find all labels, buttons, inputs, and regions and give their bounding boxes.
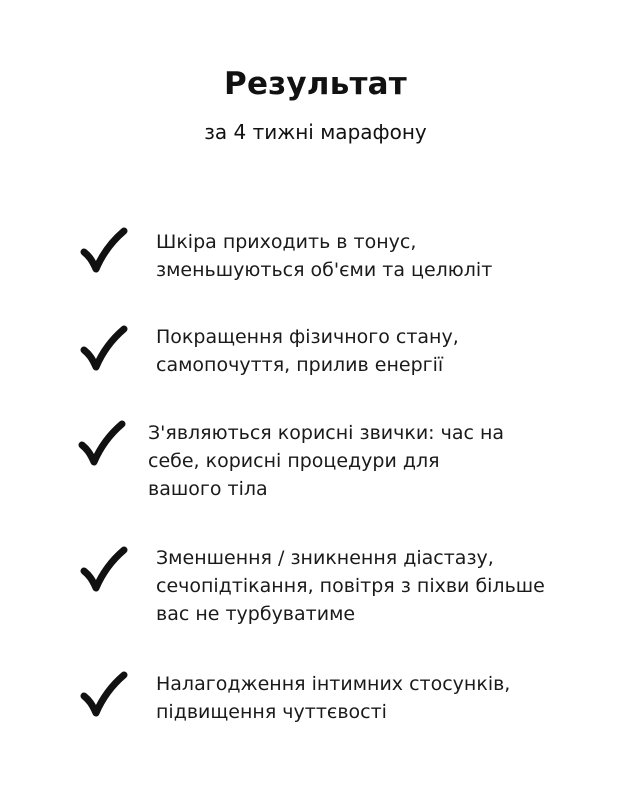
result-line: Налагодження інтимних стосунків, xyxy=(156,673,511,695)
result-line: підвищення чуттєвості xyxy=(156,701,387,723)
check-mark-icon xyxy=(78,323,128,373)
check-mark-icon xyxy=(78,225,128,275)
result-line: зменьшуються об'єми та целюліт xyxy=(156,259,493,281)
result-line: Зменшення / зникнення діастазу, xyxy=(156,547,494,569)
result-text xyxy=(156,323,459,379)
result-line: сечопідтікання, повітря з піхви більше xyxy=(156,575,545,597)
result-line: самопочуття, прилив енергії xyxy=(156,354,444,376)
result-line: вас не турбуватиме xyxy=(156,603,356,625)
result-line: себе, корисні процедури для xyxy=(148,450,440,472)
page-subtitle: за 4 тижні марафону xyxy=(204,120,427,144)
result-line: З'являються корисні звички: час на xyxy=(148,422,505,444)
result-text xyxy=(148,419,504,503)
result-text xyxy=(156,670,510,726)
page-title: Результат xyxy=(224,66,407,102)
result-line: Покращення фізичного стану, xyxy=(156,326,459,348)
check-mark-icon xyxy=(76,418,126,468)
result-text xyxy=(156,228,492,284)
result-text xyxy=(156,544,545,628)
check-mark-icon xyxy=(78,669,128,719)
result-line: вашого тіла xyxy=(148,478,268,500)
result-line: Шкіра приходить в тонус, xyxy=(156,231,417,253)
check-mark-icon xyxy=(78,544,128,594)
